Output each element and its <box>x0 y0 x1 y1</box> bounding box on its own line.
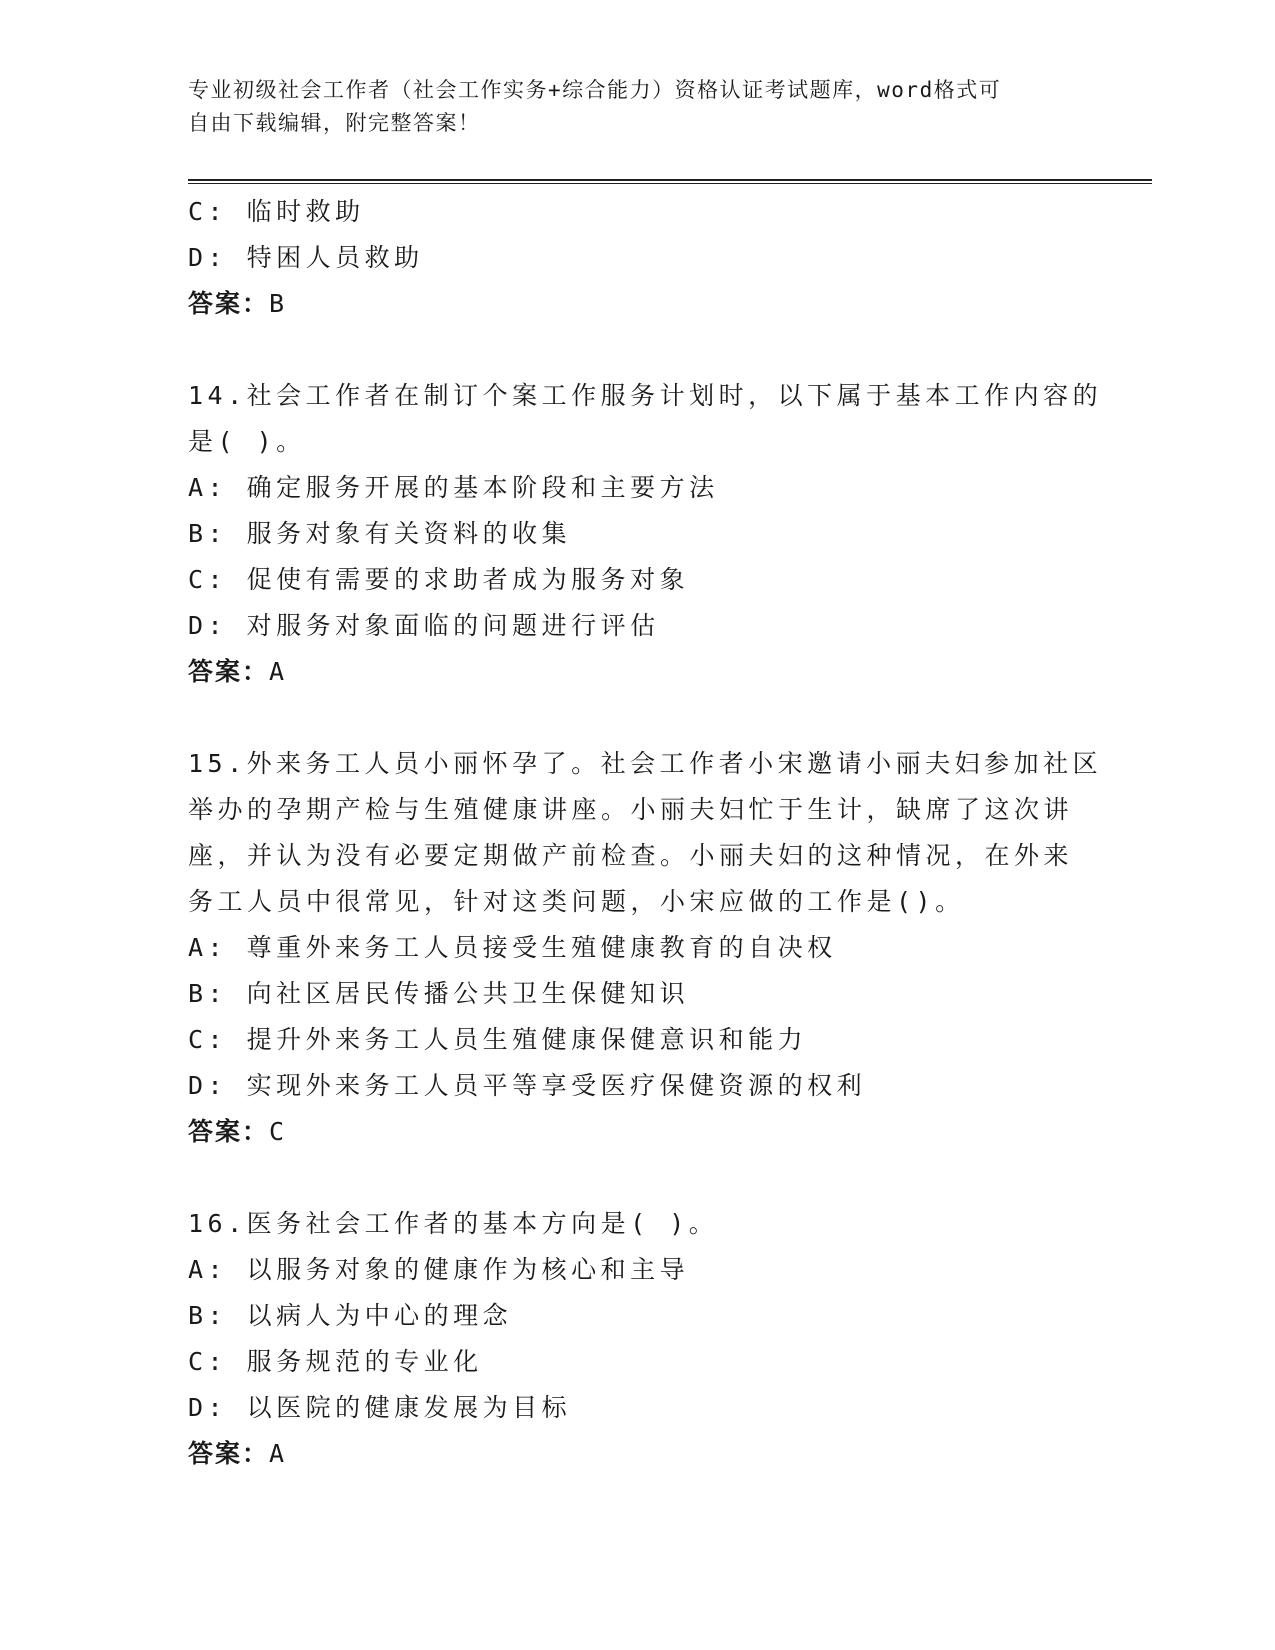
answer-line <box>188 1109 1088 1155</box>
option-d: D: 特困人员救助 <box>188 243 424 272</box>
spacer <box>188 1155 1088 1201</box>
option-c: C: 服务规范的专业化 <box>188 1347 483 1376</box>
answer-label: 答案： <box>188 1439 270 1468</box>
header-line-1: 专业初级社会工作者（社会工作实务+综合能力）资格认证考试题库，word格式可 <box>188 78 1002 102</box>
question-content <box>188 189 1103 1477</box>
answer-label: 答案： <box>188 289 270 318</box>
question-stem-line: 16.医务社会工作者的基本方向是( )。 <box>188 1209 719 1238</box>
continued-question <box>188 189 1088 327</box>
option-c: C: 促使有需要的求助者成为服务对象 <box>188 565 690 594</box>
option-c: C: 提升外来务工人员生殖健康保健意识和能力 <box>188 1025 808 1054</box>
answer-value: A <box>269 1439 286 1468</box>
question-15 <box>188 741 1103 1155</box>
header-line-2: 自由下载编辑，附完整答案！ <box>188 111 481 135</box>
option-d: D: 实现外来务工人员平等享受医疗保健资源的权利 <box>188 1071 867 1100</box>
answer-value: C <box>269 1117 286 1146</box>
answer-line <box>188 281 1088 327</box>
option-d: D: 对服务对象面临的问题进行评估 <box>188 611 660 640</box>
answer-label: 答案： <box>188 1117 270 1146</box>
answer-label: 答案： <box>188 657 270 686</box>
document-header <box>188 74 1088 140</box>
question-stem-line: 举办的孕期产检与生殖健康讲座。小丽夫妇忙于生计，缺席了这次讲 <box>188 795 1074 824</box>
question-14 <box>188 373 1103 695</box>
spacer <box>188 695 1088 741</box>
answer-value: A <box>269 657 286 686</box>
question-16 <box>188 1201 1088 1477</box>
question-stem-line: 务工人员中很常见，针对这类问题，小宋应做的工作是()。 <box>188 887 965 916</box>
header-divider-thick <box>188 179 1152 181</box>
option-b: B: 向社区居民传播公共卫生保健知识 <box>188 979 690 1008</box>
option-c: C: 临时救助 <box>188 197 365 226</box>
spacer <box>188 327 1088 373</box>
answer-line <box>188 649 1088 695</box>
answer-value: B <box>269 289 286 318</box>
question-stem-line: 座，并认为没有必要定期做产前检查。小丽夫妇的这种情况，在外来 <box>188 841 1074 870</box>
option-d: D: 以医院的健康发展为目标 <box>188 1393 572 1422</box>
option-b: B: 以病人为中心的理念 <box>188 1301 513 1330</box>
option-a: A: 尊重外来务工人员接受生殖健康教育的自决权 <box>188 933 837 962</box>
option-a: A: 以服务对象的健康作为核心和主导 <box>188 1255 690 1284</box>
answer-line <box>188 1431 1088 1477</box>
option-a: A: 确定服务开展的基本阶段和主要方法 <box>188 473 719 502</box>
header-divider-thin <box>188 183 1152 184</box>
question-stem-line: 15.外来务工人员小丽怀孕了。社会工作者小宋邀请小丽夫妇参加社区 <box>188 749 1103 778</box>
question-stem-line: 是( )。 <box>188 427 306 456</box>
option-b: B: 服务对象有关资料的收集 <box>188 519 572 548</box>
question-stem-line: 14.社会工作者在制订个案工作服务计划时，以下属于基本工作内容的 <box>188 381 1103 410</box>
